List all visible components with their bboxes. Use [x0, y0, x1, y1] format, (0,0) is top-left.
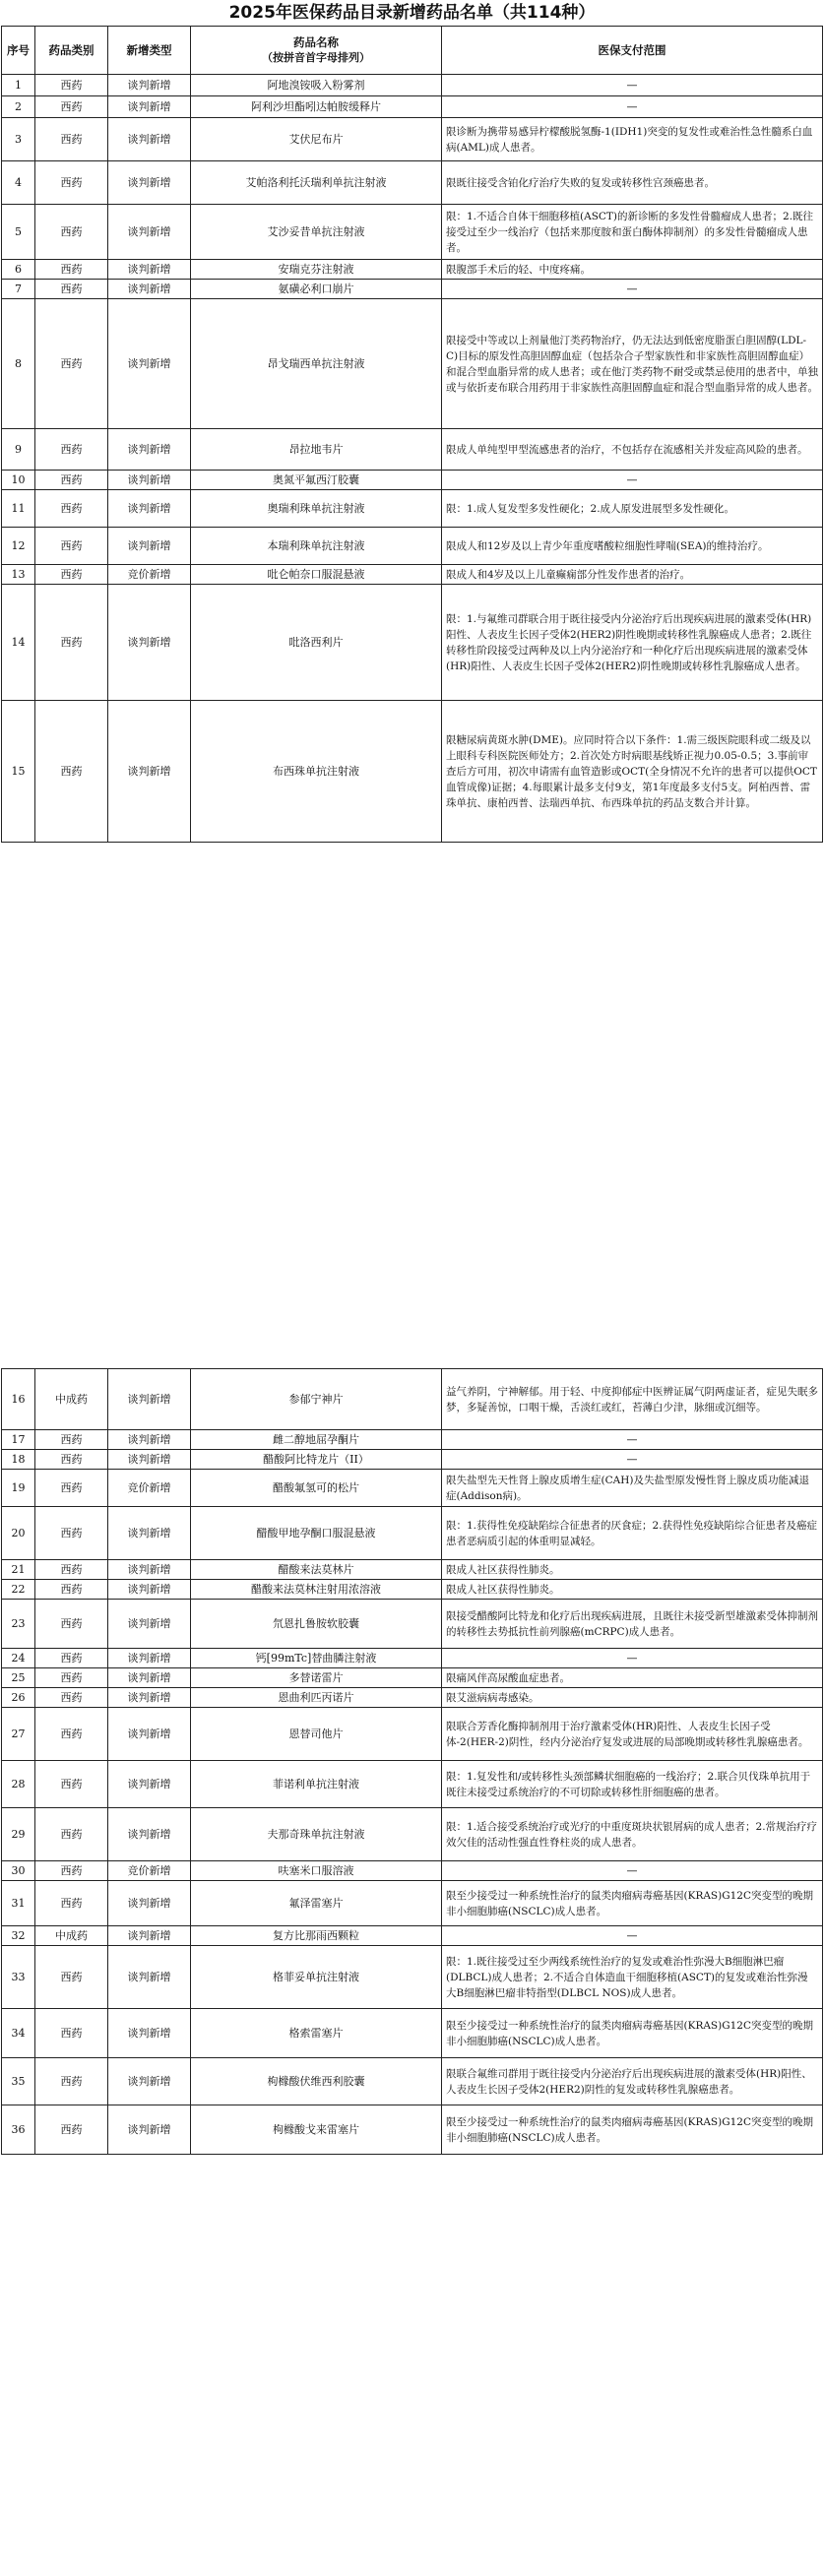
row-type: 谈判新增: [108, 1668, 191, 1688]
table-row: [2, 1600, 823, 1649]
row-category: 西药: [35, 96, 108, 118]
row-payment-scope: 限接受醋酸阿比特龙和化疗后出现疾病进展，且既往未接受新型雄激素受体抑制剂的转移性去势抵抗性前列腺癌(mCRPC)成人患者。: [442, 1600, 823, 1649]
table-row: [2, 1560, 823, 1580]
row-type: 谈判新增: [108, 1649, 191, 1668]
row-type: 谈判新增: [108, 2058, 191, 2105]
row-no: 12: [2, 528, 35, 565]
row-payment-scope: 限：1.成人复发型多发性硬化；2.成人原发进展型多发性硬化。: [442, 490, 823, 528]
table-row: [2, 1808, 823, 1861]
row-category: 西药: [35, 1649, 108, 1668]
row-payment-scope: 限联合氟维司群用于既往接受内分泌治疗后出现疾病进展的激素受体(HR)阳性、人表皮生长因子受体2(HER2)阴性的复发或转移性乳腺癌患者。: [442, 2058, 823, 2105]
row-no: 21: [2, 1560, 35, 1580]
row-drug-name: 氟泽雷塞片: [191, 1881, 442, 1926]
row-no: 9: [2, 429, 35, 471]
row-payment-scope: —: [442, 1926, 823, 1946]
row-no: 14: [2, 585, 35, 701]
row-no: 2: [2, 96, 35, 118]
table-row: [2, 528, 823, 565]
row-drug-name: 醋酸阿比特龙片（II）: [191, 1450, 442, 1470]
row-payment-scope: 限：1.与氟维司群联合用于既往接受内分泌治疗后出现疾病进展的激素受体(HR)阳性、人表皮生长因子受体2(HER2)阴性晚期或转移性乳腺癌成人患者；2.既往转移性阶段接受过两种及以上内分泌治疗和一种化疗后出现疾病进展的激素受体(HR)阳性、人表皮生长因子受体2(HER2)阴性晚期或转移性乳腺癌成人患者。: [442, 585, 823, 701]
table-row: [2, 1926, 823, 1946]
row-drug-name: 昂拉地韦片: [191, 429, 442, 471]
row-no: 8: [2, 299, 35, 429]
row-type: 谈判新增: [108, 585, 191, 701]
row-type: 谈判新增: [108, 1430, 191, 1450]
row-no: 27: [2, 1708, 35, 1761]
row-no: 24: [2, 1649, 35, 1668]
row-type: 谈判新增: [108, 260, 191, 280]
row-drug-name: 枸橼酸戈来雷塞片: [191, 2105, 442, 2155]
row-payment-scope: 限痛风伴高尿酸血症患者。: [442, 1668, 823, 1688]
row-no: 30: [2, 1861, 35, 1881]
row-drug-name: 恩替司他片: [191, 1708, 442, 1761]
row-payment-scope: 限至少接受过一种系统性治疗的鼠类肉瘤病毒癌基因(KRAS)G12C突变型的晚期非小细胞肺癌(NSCLC)成人患者。: [442, 1881, 823, 1926]
row-no: 28: [2, 1761, 35, 1808]
row-category: 西药: [35, 1600, 108, 1649]
row-category: 西药: [35, 585, 108, 701]
row-payment-scope: —: [442, 1649, 823, 1668]
row-type: 谈判新增: [108, 471, 191, 490]
row-drug-name: 醋酸来法莫林片: [191, 1560, 442, 1580]
row-drug-name: 醋酸氟氢可的松片: [191, 1470, 442, 1507]
row-drug-name: 夫那奇珠单抗注射液: [191, 1808, 442, 1861]
row-category: 西药: [35, 161, 108, 205]
row-type: 谈判新增: [108, 1507, 191, 1560]
row-drug-name: 枸橼酸伏维西利胶囊: [191, 2058, 442, 2105]
row-drug-name: 艾伏尼布片: [191, 118, 442, 161]
table-row: [2, 1761, 823, 1808]
row-category: 中成药: [35, 1369, 108, 1430]
row-no: 1: [2, 75, 35, 96]
row-no: 29: [2, 1808, 35, 1861]
row-type: 竞价新增: [108, 1861, 191, 1881]
row-category: 西药: [35, 1668, 108, 1688]
row-drug-name: 格索雷塞片: [191, 2009, 442, 2058]
row-payment-scope: —: [442, 471, 823, 490]
row-type: 谈判新增: [108, 1688, 191, 1708]
row-no: 31: [2, 1881, 35, 1926]
row-payment-scope: —: [442, 1450, 823, 1470]
drug-table-part-2: [1, 1368, 823, 2155]
row-payment-scope: 限至少接受过一种系统性治疗的鼠类肉瘤病毒癌基因(KRAS)G12C突变型的晚期非小细胞肺癌(NSCLC)成人患者。: [442, 2105, 823, 2155]
row-drug-name: 氘恩扎鲁胺软胶囊: [191, 1600, 442, 1649]
row-drug-name: 艾帕洛利托沃瑞利单抗注射液: [191, 161, 442, 205]
row-drug-name: 氨磺必利口崩片: [191, 280, 442, 299]
row-category: 西药: [35, 1430, 108, 1450]
row-no: 32: [2, 1926, 35, 1946]
table-row: [2, 1580, 823, 1600]
row-type: 谈判新增: [108, 161, 191, 205]
row-payment-scope: 益气养阴，宁神解郁。用于轻、中度抑郁症中医辨证属气阴两虚证者，症见失眠多梦，多疑善惊，口咽干燥，舌淡红或红，苔薄白少津，脉细或沉细等。: [442, 1369, 823, 1430]
row-drug-name: 奥瑞利珠单抗注射液: [191, 490, 442, 528]
row-category: 西药: [35, 260, 108, 280]
row-payment-scope: 限：1.适合接受系统治疗或光疗的中重度斑块状银屑病的成人患者；2.常规治疗疗效欠佳的活动性强直性脊柱炎的成人患者。: [442, 1808, 823, 1861]
row-type: 谈判新增: [108, 1369, 191, 1430]
header-name-label: 药品名称: [293, 35, 339, 49]
row-category: 西药: [35, 1560, 108, 1580]
row-category: 西药: [35, 75, 108, 96]
row-type: 谈判新增: [108, 701, 191, 843]
row-type: 谈判新增: [108, 1560, 191, 1580]
row-category: 西药: [35, 429, 108, 471]
row-category: 西药: [35, 1708, 108, 1761]
row-category: 西药: [35, 1761, 108, 1808]
row-payment-scope: 限腹部手术后的轻、中度疼痛。: [442, 260, 823, 280]
row-payment-scope: 限既往接受含铂化疗治疗失败的复发或转移性宫颈癌患者。: [442, 161, 823, 205]
row-no: 20: [2, 1507, 35, 1560]
row-no: 7: [2, 280, 35, 299]
row-no: 36: [2, 2105, 35, 2155]
row-no: 23: [2, 1600, 35, 1649]
table-row: [2, 280, 823, 299]
row-payment-scope: 限：1.复发性和/或转移性头颈部鳞状细胞癌的一线治疗；2.联合贝伐珠单抗用于既往未接受过系统治疗的不可切除或转移性肝细胞癌的患者。: [442, 1761, 823, 1808]
row-no: 10: [2, 471, 35, 490]
table-row: [2, 1649, 823, 1668]
table-row: [2, 565, 823, 585]
row-drug-name: 吡洛西利片: [191, 585, 442, 701]
row-no: 19: [2, 1470, 35, 1507]
row-drug-name: 雌二醇地屈孕酮片: [191, 1430, 442, 1450]
row-payment-scope: —: [442, 1861, 823, 1881]
table-row: [2, 1688, 823, 1708]
row-no: 33: [2, 1946, 35, 2009]
row-type: 谈判新增: [108, 299, 191, 429]
row-drug-name: 复方比那雨西颗粒: [191, 1926, 442, 1946]
row-category: 西药: [35, 1507, 108, 1560]
row-type: 谈判新增: [108, 280, 191, 299]
table-row: [2, 75, 823, 96]
row-drug-name: 钙[99mTc]替曲膦注射液: [191, 1649, 442, 1668]
row-type: 谈判新增: [108, 118, 191, 161]
row-payment-scope: —: [442, 1430, 823, 1450]
row-type: 谈判新增: [108, 205, 191, 260]
row-category: 西药: [35, 2105, 108, 2155]
row-type: 竞价新增: [108, 565, 191, 585]
row-category: 西药: [35, 1946, 108, 2009]
row-payment-scope: 限成人和4岁及以上儿童癫痫部分性发作患者的治疗。: [442, 565, 823, 585]
row-type: 谈判新增: [108, 1808, 191, 1861]
row-no: 5: [2, 205, 35, 260]
table-row: [2, 701, 823, 843]
table-row: [2, 1946, 823, 2009]
table-row: [2, 2009, 823, 2058]
row-type: 谈判新增: [108, 1450, 191, 1470]
header-category: 药品类别: [35, 27, 108, 75]
row-payment-scope: 限成人社区获得性肺炎。: [442, 1580, 823, 1600]
table-row: [2, 1708, 823, 1761]
row-category: 西药: [35, 1450, 108, 1470]
row-no: 4: [2, 161, 35, 205]
row-category: 西药: [35, 1688, 108, 1708]
row-payment-scope: 限至少接受过一种系统性治疗的鼠类肉瘤病毒癌基因(KRAS)G12C突变型的晚期非小细胞肺癌(NSCLC)成人患者。: [442, 2009, 823, 2058]
header-type: 新增类型: [108, 27, 191, 75]
table-row: [2, 2058, 823, 2105]
row-no: 17: [2, 1430, 35, 1450]
row-category: 西药: [35, 1580, 108, 1600]
row-type: 谈判新增: [108, 1600, 191, 1649]
row-drug-name: 本瑞利珠单抗注射液: [191, 528, 442, 565]
table-row: [2, 118, 823, 161]
row-payment-scope: —: [442, 96, 823, 118]
row-type: 谈判新增: [108, 1881, 191, 1926]
table-row: [2, 1861, 823, 1881]
row-drug-name: 恩曲利匹丙诺片: [191, 1688, 442, 1708]
row-drug-name: 呋塞米口服溶液: [191, 1861, 442, 1881]
row-no: 16: [2, 1369, 35, 1430]
table-row: [2, 1668, 823, 1688]
row-type: 谈判新增: [108, 75, 191, 96]
row-no: 26: [2, 1688, 35, 1708]
row-payment-scope: 限联合芳香化酶抑制剂用于治疗激素受体(HR)阳性、人表皮生长因子受体-2(HER-2)阴性，经内分泌治疗复发或进展的局部晚期或转移性乳腺癌患者。: [442, 1708, 823, 1761]
row-type: 谈判新增: [108, 429, 191, 471]
row-no: 35: [2, 2058, 35, 2105]
row-drug-name: 菲诺利单抗注射液: [191, 1761, 442, 1808]
row-payment-scope: 限：1.获得性免疫缺陷综合征患者的厌食症；2.获得性免疫缺陷综合征患者及癌症患者恶病质引起的体重明显减轻。: [442, 1507, 823, 1560]
table-row: [2, 1470, 823, 1507]
row-payment-scope: 限失盐型先天性肾上腺皮质增生症(CAH)及失盐型原发慢性肾上腺皮质功能减退症(Addison病)。: [442, 1470, 823, 1507]
row-no: 25: [2, 1668, 35, 1688]
row-category: 西药: [35, 299, 108, 429]
page-title: 2025年医保药品目录新增药品名单（共114种）: [228, 3, 596, 23]
row-category: 西药: [35, 471, 108, 490]
table-row: [2, 471, 823, 490]
row-drug-name: 布西珠单抗注射液: [191, 701, 442, 843]
table-row: [2, 585, 823, 701]
row-no: 13: [2, 565, 35, 585]
row-type: 谈判新增: [108, 1761, 191, 1808]
row-drug-name: 醋酸甲地孕酮口服混悬液: [191, 1507, 442, 1560]
row-payment-scope: 限接受中等或以上剂量他汀类药物治疗，仍无法达到低密度脂蛋白胆固醇(LDL-C)目标的原发性高胆固醇血症（包括杂合子型家族性和非家族性高胆固醇血症）和混合型血脂异常的成人患者；或在他汀类药物不耐受或禁忌使用的患者中，单独或与依折麦布联合用药用于非家族性高胆固醇血症和混合型血脂异常的成人患者。: [442, 299, 823, 429]
row-category: 西药: [35, 205, 108, 260]
row-category: 西药: [35, 1470, 108, 1507]
table-header-row: [2, 27, 823, 75]
row-type: 谈判新增: [108, 96, 191, 118]
row-drug-name: 吡仑帕奈口服混悬液: [191, 565, 442, 585]
header-name-sub: （按拼音首字母排列）: [262, 51, 370, 64]
table-row: [2, 299, 823, 429]
table-row: [2, 1430, 823, 1450]
row-drug-name: 艾沙妥昔单抗注射液: [191, 205, 442, 260]
row-drug-name: 昂戈瑞西单抗注射液: [191, 299, 442, 429]
row-category: 西药: [35, 1861, 108, 1881]
row-type: 谈判新增: [108, 2009, 191, 2058]
row-category: 西药: [35, 118, 108, 161]
row-payment-scope: 限：1.不适合自体干细胞移植(ASCT)的新诊断的多发性骨髓瘤成人患者；2.既往接受过至少一线治疗（包括来那度胺和蛋白酶体抑制剂）的多发性骨髓瘤成人患者。: [442, 205, 823, 260]
header-no: 序号: [2, 27, 35, 75]
row-type: 谈判新增: [108, 1946, 191, 2009]
table-row: [2, 96, 823, 118]
row-category: 西药: [35, 528, 108, 565]
row-no: 6: [2, 260, 35, 280]
row-category: 西药: [35, 490, 108, 528]
row-drug-name: 奥氮平氟西汀胶囊: [191, 471, 442, 490]
table-row: [2, 429, 823, 471]
row-no: 34: [2, 2009, 35, 2058]
row-no: 3: [2, 118, 35, 161]
row-drug-name: 阿利沙坦酯吲达帕胺缓释片: [191, 96, 442, 118]
row-drug-name: 安瑞克芬注射液: [191, 260, 442, 280]
header-scope: 医保支付范围: [442, 27, 823, 75]
row-type: 竞价新增: [108, 1470, 191, 1507]
row-drug-name: 醋酸来法莫林注射用浓溶液: [191, 1580, 442, 1600]
table-row: [2, 1881, 823, 1926]
row-category: 中成药: [35, 1926, 108, 1946]
row-no: 15: [2, 701, 35, 843]
row-payment-scope: 限诊断为携带易感异柠檬酸脱氢酶-1(IDH1)突变的复发性或难治性急性髓系白血病(AML)成人患者。: [442, 118, 823, 161]
row-payment-scope: 限糖尿病黄斑水肿(DME)。应同时符合以下条件：1.需三级医院眼科或二级及以上眼科专科医院医师处方；2.首次处方时病眼基线矫正视力0.05-0.5；3.事前审查后方可用，初次申请需有血管造影或OCT(全身情况不允许的患者可以提供OCT血管成像)证据；4.每眼累计最多支付9支，第1年度最多支付5支。阿柏西普、雷珠单抗、康柏西普、法瑞西单抗、布西珠单抗的药品支数合并计算。: [442, 701, 823, 843]
row-category: 西药: [35, 701, 108, 843]
drug-table-part-1: [1, 26, 823, 843]
row-type: 谈判新增: [108, 2105, 191, 2155]
table-row: [2, 205, 823, 260]
table-row: [2, 1369, 823, 1430]
row-payment-scope: 限成人单纯型甲型流感患者的治疗，不包括存在流感相关并发症高风险的患者。: [442, 429, 823, 471]
row-payment-scope: 限：1.既往接受过至少两线系统性治疗的复发或难治性弥漫大B细胞淋巴瘤(DLBCL)成人患者；2.不适合自体造血干细胞移植(ASCT)的复发或难治性弥漫大B细胞淋巴瘤非特指型(DLBCL NOS)成人患者。: [442, 1946, 823, 2009]
row-type: 谈判新增: [108, 1926, 191, 1946]
table-row: [2, 1450, 823, 1470]
row-category: 西药: [35, 2009, 108, 2058]
row-payment-scope: 限成人和12岁及以上青少年重度嗜酸粒细胞性哮喘(SEA)的维持治疗。: [442, 528, 823, 565]
table-row: [2, 490, 823, 528]
row-no: 22: [2, 1580, 35, 1600]
row-type: 谈判新增: [108, 1580, 191, 1600]
row-category: 西药: [35, 565, 108, 585]
table-row: [2, 2105, 823, 2155]
row-type: 谈判新增: [108, 490, 191, 528]
row-no: 11: [2, 490, 35, 528]
row-payment-scope: —: [442, 280, 823, 299]
row-category: 西药: [35, 1881, 108, 1926]
header-name: [191, 27, 442, 75]
row-drug-name: 阿地溴铵吸入粉雾剂: [191, 75, 442, 96]
row-type: 谈判新增: [108, 1708, 191, 1761]
row-drug-name: 参郁宁神片: [191, 1369, 442, 1430]
row-category: 西药: [35, 2058, 108, 2105]
row-no: 18: [2, 1450, 35, 1470]
row-category: 西药: [35, 1808, 108, 1861]
table-row: [2, 260, 823, 280]
row-type: 谈判新增: [108, 528, 191, 565]
row-category: 西药: [35, 280, 108, 299]
row-drug-name: 多替诺雷片: [191, 1668, 442, 1688]
table-row: [2, 161, 823, 205]
row-payment-scope: —: [442, 75, 823, 96]
row-payment-scope: 限艾滋病病毒感染。: [442, 1688, 823, 1708]
table-row: [2, 1507, 823, 1560]
row-payment-scope: 限成人社区获得性肺炎。: [442, 1560, 823, 1580]
row-drug-name: 格菲妥单抗注射液: [191, 1946, 442, 2009]
